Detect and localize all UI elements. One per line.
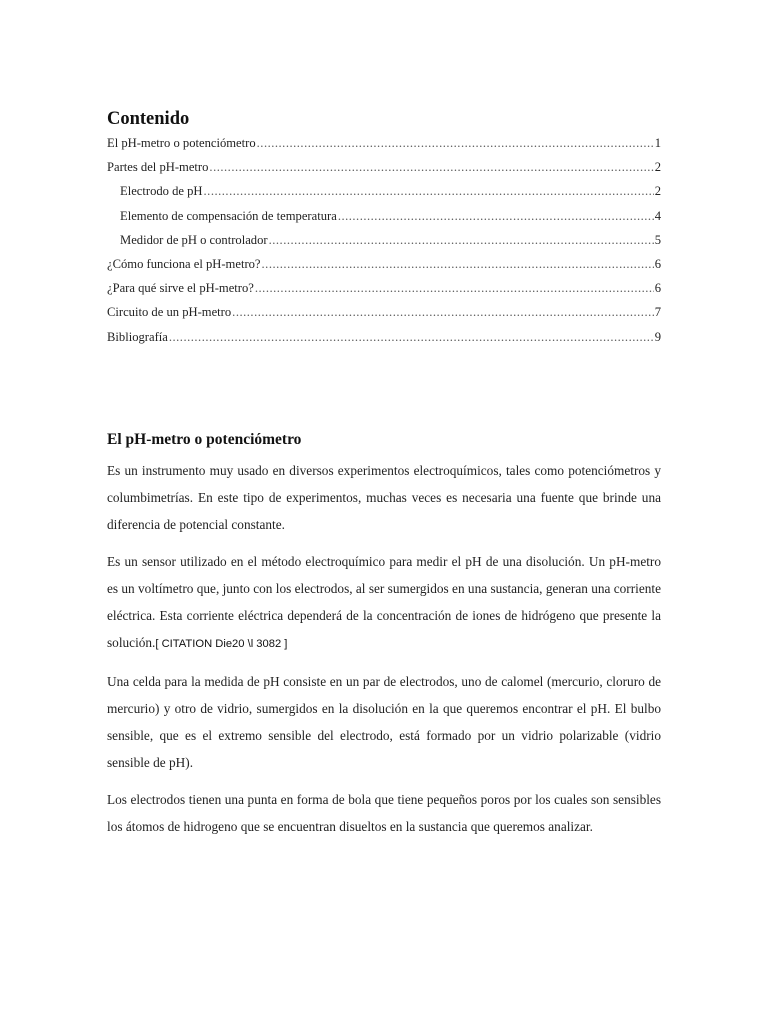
document-page — [107, 108, 662, 834]
toc-dot-leader — [169, 330, 654, 344]
toc-page-number: 9 — [654, 329, 661, 344]
toc-entry[interactable] — [107, 281, 661, 305]
toc-dot-leader — [204, 184, 654, 198]
toc-entry-title: El pH-metro o potenciómetro — [107, 136, 256, 150]
toc-dot-leader — [338, 209, 654, 223]
toc-entry-title: Partes del pH-metro — [107, 160, 209, 175]
toc-page-number: 6 — [654, 281, 661, 296]
toc-entry[interactable] — [107, 184, 661, 208]
toc-entry[interactable] — [107, 330, 661, 354]
toc-page-number: 7 — [654, 305, 661, 320]
toc-entry[interactable] — [107, 257, 661, 281]
citation-field[interactable]: [ CITATION Die20 \l 3082 ] — [155, 638, 288, 650]
table-of-contents — [107, 136, 661, 354]
toc-page-number: 4 — [654, 208, 661, 223]
toc-dot-leader — [255, 281, 654, 295]
toc-dot-leader — [232, 305, 654, 319]
toc-page-number: 1 — [654, 136, 661, 150]
toc-page-number: 2 — [654, 160, 661, 175]
toc-entry-title: Bibliografía — [107, 329, 168, 344]
toc-page-number: 5 — [654, 232, 661, 247]
toc-entry-title: ¿Cómo funciona el pH-metro? — [107, 256, 261, 271]
toc-entry-title: ¿Para qué sirve el pH-metro? — [107, 281, 254, 296]
body-paragraph: Una celda para la medida de pH consiste en un par de electrodos, uno de calomel (mercurio, cloruro de mercurio) y otro de vidrio, sumergidos en la disolución en la que queremos encontrar el pH. El bulbo sensible, que es el extremo sensible del electrodo, está formado por un vidrio polarizable (vidrio sensible de pH). — [107, 674, 661, 770]
toc-entry-title: Elemento de compensación de temperatura — [120, 208, 337, 223]
toc-entry[interactable] — [107, 209, 661, 233]
body-paragraph: Los electrodos tienen una punta en forma de bola que tiene pequeños poros por los cuales son sensibles los átomos de hidrogeno que se encuentran disueltos en la sustancia que queremos analizar. — [107, 792, 661, 834]
body-paragraph — [107, 548, 661, 658]
toc-page-number: 6 — [654, 256, 661, 271]
toc-heading: Contenido — [107, 109, 190, 129]
toc-entry-title: Medidor de pH o controlador — [120, 232, 268, 247]
toc-entry[interactable] — [107, 305, 661, 329]
toc-page-number: 2 — [654, 184, 661, 199]
toc-dot-leader — [257, 136, 654, 150]
toc-dot-leader — [262, 257, 654, 271]
toc-dot-leader — [209, 160, 653, 174]
toc-entry[interactable] — [107, 233, 661, 257]
toc-entry[interactable] — [107, 136, 661, 160]
toc-entry[interactable] — [107, 160, 661, 184]
section-body — [107, 457, 661, 850]
section-heading: El pH-metro o potenciómetro — [107, 431, 302, 448]
body-paragraph: Es un instrumento muy usado en diversos experimentos electroquímicos, tales como potenciómetros y columbimetrías. En este tipo de experimentos, muchas veces es necesaria una fuente que brinde una diferencia de potencial constante. — [107, 463, 661, 532]
paragraph-text: Es un sensor utilizado en el método electroquímico para medir el pH de una disolución. Un pH-metro es un voltímetro que, junto con los electrodos, al ser sumergidos en una sustancia, generan una corriente eléctrica. Esta corriente eléctrica dependerá de la concentración de iones de hidrógeno que presente la solución. — [107, 554, 662, 650]
toc-dot-leader — [269, 233, 654, 247]
toc-entry-title: Circuito de un pH-metro — [107, 305, 232, 320]
toc-entry-title: Electrodo de pH — [120, 184, 203, 199]
